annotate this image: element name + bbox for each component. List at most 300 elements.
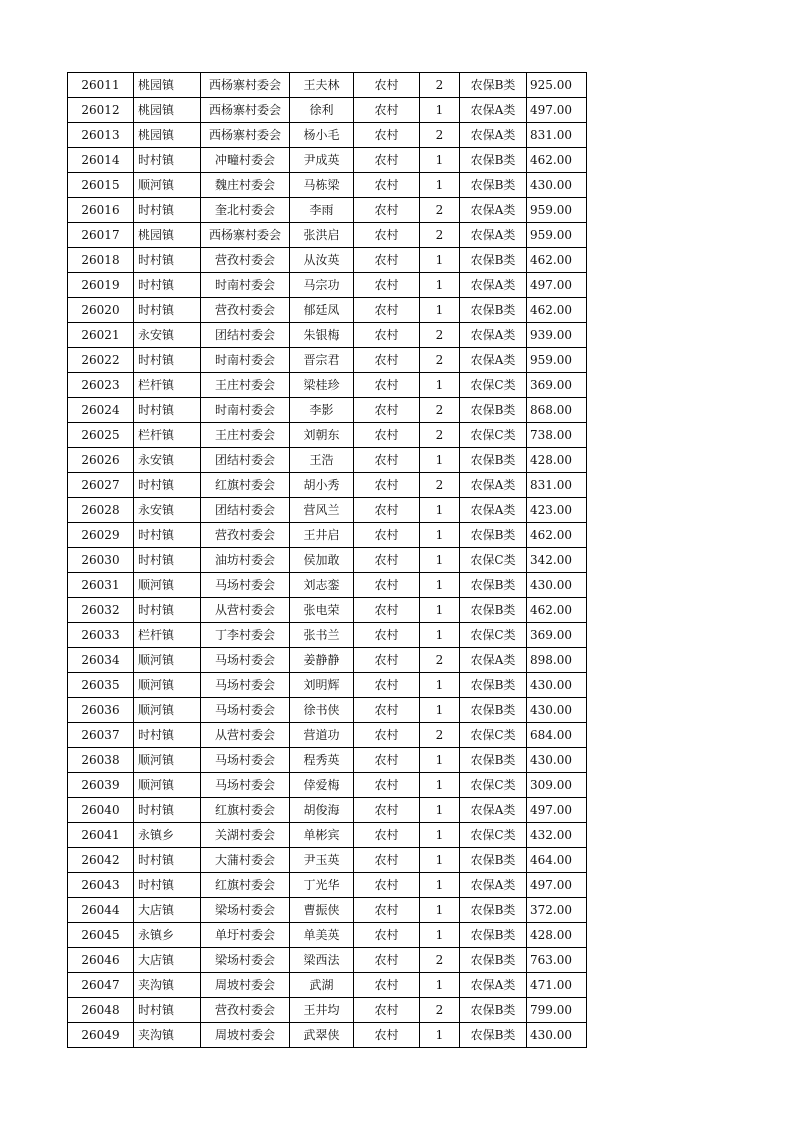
- cell-count: 2: [420, 348, 460, 373]
- cell-town: 桃园镇: [134, 73, 201, 98]
- cell-village: 魏庄村委会: [201, 173, 290, 198]
- cell-count: 1: [420, 823, 460, 848]
- cell-town: 时村镇: [134, 598, 201, 623]
- table-row: [68, 923, 587, 948]
- cell-category: 农保B类: [460, 898, 527, 923]
- cell-id: 26032: [68, 598, 134, 623]
- cell-count: 1: [420, 373, 460, 398]
- cell-count: 1: [420, 598, 460, 623]
- cell-type: 农村: [354, 623, 420, 648]
- cell-category: 农保B类: [460, 448, 527, 473]
- cell-category: 农保B类: [460, 573, 527, 598]
- cell-id: 26011: [68, 73, 134, 98]
- cell-category: 农保A类: [460, 348, 527, 373]
- cell-type: 农村: [354, 373, 420, 398]
- cell-type: 农村: [354, 173, 420, 198]
- cell-type: 农村: [354, 723, 420, 748]
- cell-village: 冲疃村委会: [201, 148, 290, 173]
- cell-id: 26044: [68, 898, 134, 923]
- cell-count: 2: [420, 423, 460, 448]
- cell-count: 1: [420, 148, 460, 173]
- cell-category: 农保A类: [460, 98, 527, 123]
- cell-category: 农保B类: [460, 673, 527, 698]
- cell-category: 农保A类: [460, 198, 527, 223]
- cell-amount: 462.00: [527, 148, 587, 173]
- table-row: [68, 623, 587, 648]
- cell-town: 桃园镇: [134, 123, 201, 148]
- cell-id: 26039: [68, 773, 134, 798]
- table-row: [68, 448, 587, 473]
- cell-village: 红旗村委会: [201, 798, 290, 823]
- cell-type: 农村: [354, 673, 420, 698]
- cell-village: 单圩村委会: [201, 923, 290, 948]
- table-row: [68, 73, 587, 98]
- cell-amount: 369.00: [527, 623, 587, 648]
- cell-village: 红旗村委会: [201, 473, 290, 498]
- cell-village: 马场村委会: [201, 698, 290, 723]
- cell-amount: 423.00: [527, 498, 587, 523]
- cell-category: 农保A类: [460, 123, 527, 148]
- cell-type: 农村: [354, 748, 420, 773]
- cell-amount: 898.00: [527, 648, 587, 673]
- cell-amount: 430.00: [527, 573, 587, 598]
- cell-name: 王井均: [290, 998, 354, 1023]
- cell-type: 农村: [354, 148, 420, 173]
- cell-type: 农村: [354, 123, 420, 148]
- cell-category: 农保A类: [460, 648, 527, 673]
- cell-id: 26049: [68, 1023, 134, 1048]
- cell-name: 单美英: [290, 923, 354, 948]
- cell-village: 从营村委会: [201, 598, 290, 623]
- cell-id: 26014: [68, 148, 134, 173]
- cell-type: 农村: [354, 1023, 420, 1048]
- table-row: [68, 773, 587, 798]
- cell-name: 徐利: [290, 98, 354, 123]
- cell-town: 时村镇: [134, 473, 201, 498]
- cell-town: 时村镇: [134, 248, 201, 273]
- cell-name: 王浩: [290, 448, 354, 473]
- cell-amount: 430.00: [527, 748, 587, 773]
- cell-village: 西杨寨村委会: [201, 123, 290, 148]
- cell-name: 徐书侠: [290, 698, 354, 723]
- cell-amount: 959.00: [527, 223, 587, 248]
- cell-id: 26021: [68, 323, 134, 348]
- cell-amount: 959.00: [527, 348, 587, 373]
- cell-name: 侯加敢: [290, 548, 354, 573]
- table-row: [68, 398, 587, 423]
- cell-category: 农保B类: [460, 248, 527, 273]
- cell-type: 农村: [354, 223, 420, 248]
- cell-count: 1: [420, 98, 460, 123]
- cell-count: 2: [420, 723, 460, 748]
- table-row: [68, 648, 587, 673]
- cell-village: 王庄村委会: [201, 423, 290, 448]
- cell-name: 马栋梁: [290, 173, 354, 198]
- cell-category: 农保B类: [460, 748, 527, 773]
- cell-town: 栏杆镇: [134, 373, 201, 398]
- cell-id: 26043: [68, 873, 134, 898]
- cell-type: 农村: [354, 348, 420, 373]
- cell-count: 1: [420, 898, 460, 923]
- cell-id: 26020: [68, 298, 134, 323]
- cell-id: 26031: [68, 573, 134, 598]
- cell-town: 时村镇: [134, 848, 201, 873]
- cell-amount: 497.00: [527, 798, 587, 823]
- cell-name: 王井启: [290, 523, 354, 548]
- cell-village: 梁场村委会: [201, 948, 290, 973]
- table-row: [68, 548, 587, 573]
- cell-id: 26033: [68, 623, 134, 648]
- cell-amount: 428.00: [527, 923, 587, 948]
- cell-category: 农保A类: [460, 798, 527, 823]
- cell-type: 农村: [354, 873, 420, 898]
- cell-id: 26026: [68, 448, 134, 473]
- cell-type: 农村: [354, 73, 420, 98]
- cell-category: 农保C类: [460, 823, 527, 848]
- cell-town: 顺河镇: [134, 773, 201, 798]
- cell-town: 时村镇: [134, 798, 201, 823]
- cell-id: 26042: [68, 848, 134, 873]
- table-row: [68, 348, 587, 373]
- cell-count: 1: [420, 873, 460, 898]
- cell-id: 26017: [68, 223, 134, 248]
- cell-category: 农保B类: [460, 173, 527, 198]
- cell-name: 晋宗君: [290, 348, 354, 373]
- cell-type: 农村: [354, 423, 420, 448]
- table-row: [68, 798, 587, 823]
- cell-type: 农村: [354, 898, 420, 923]
- cell-id: 26045: [68, 923, 134, 948]
- cell-amount: 959.00: [527, 198, 587, 223]
- cell-amount: 763.00: [527, 948, 587, 973]
- cell-id: 26030: [68, 548, 134, 573]
- cell-id: 26018: [68, 248, 134, 273]
- cell-amount: 868.00: [527, 398, 587, 423]
- cell-id: 26015: [68, 173, 134, 198]
- cell-name: 杨小毛: [290, 123, 354, 148]
- cell-village: 团结村委会: [201, 323, 290, 348]
- cell-count: 2: [420, 398, 460, 423]
- table-row: [68, 748, 587, 773]
- cell-id: 26013: [68, 123, 134, 148]
- cell-village: 马场村委会: [201, 773, 290, 798]
- cell-count: 1: [420, 623, 460, 648]
- cell-category: 农保C类: [460, 623, 527, 648]
- cell-amount: 430.00: [527, 673, 587, 698]
- cell-town: 永安镇: [134, 498, 201, 523]
- cell-count: 2: [420, 948, 460, 973]
- cell-id: 26024: [68, 398, 134, 423]
- cell-category: 农保A类: [460, 273, 527, 298]
- cell-type: 农村: [354, 698, 420, 723]
- cell-type: 农村: [354, 473, 420, 498]
- cell-type: 农村: [354, 598, 420, 623]
- cell-name: 胡俊海: [290, 798, 354, 823]
- cell-amount: 738.00: [527, 423, 587, 448]
- cell-town: 时村镇: [134, 198, 201, 223]
- cell-name: 单彬宾: [290, 823, 354, 848]
- cell-category: 农保B类: [460, 848, 527, 873]
- cell-count: 1: [420, 973, 460, 998]
- table-row: [68, 423, 587, 448]
- cell-village: 马场村委会: [201, 573, 290, 598]
- cell-id: 26029: [68, 523, 134, 548]
- cell-category: 农保B类: [460, 298, 527, 323]
- cell-town: 顺河镇: [134, 573, 201, 598]
- cell-count: 1: [420, 1023, 460, 1048]
- cell-amount: 684.00: [527, 723, 587, 748]
- cell-town: 时村镇: [134, 998, 201, 1023]
- table-row: [68, 248, 587, 273]
- cell-village: 西杨寨村委会: [201, 223, 290, 248]
- cell-type: 农村: [354, 523, 420, 548]
- cell-type: 农村: [354, 923, 420, 948]
- cell-id: 26048: [68, 998, 134, 1023]
- cell-town: 时村镇: [134, 348, 201, 373]
- cell-type: 农村: [354, 98, 420, 123]
- table-row: [68, 998, 587, 1023]
- cell-name: 姜静静: [290, 648, 354, 673]
- cell-town: 大店镇: [134, 948, 201, 973]
- table-row: [68, 848, 587, 873]
- cell-village: 油坊村委会: [201, 548, 290, 573]
- cell-name: 梁桂珍: [290, 373, 354, 398]
- cell-town: 顺河镇: [134, 648, 201, 673]
- cell-town: 栏杆镇: [134, 423, 201, 448]
- cell-name: 郁廷凤: [290, 298, 354, 323]
- cell-id: 26040: [68, 798, 134, 823]
- table-row: [68, 823, 587, 848]
- cell-id: 26016: [68, 198, 134, 223]
- cell-village: 时南村委会: [201, 273, 290, 298]
- table-row: [68, 948, 587, 973]
- cell-category: 农保B类: [460, 698, 527, 723]
- cell-town: 顺河镇: [134, 673, 201, 698]
- cell-id: 26035: [68, 673, 134, 698]
- cell-name: 从汝英: [290, 248, 354, 273]
- table-body: [68, 73, 587, 1048]
- table-row: [68, 573, 587, 598]
- cell-amount: 430.00: [527, 1023, 587, 1048]
- cell-name: 刘朝东: [290, 423, 354, 448]
- cell-town: 顺河镇: [134, 748, 201, 773]
- cell-category: 农保A类: [460, 323, 527, 348]
- cell-type: 农村: [354, 948, 420, 973]
- cell-name: 王夫林: [290, 73, 354, 98]
- cell-amount: 497.00: [527, 873, 587, 898]
- cell-town: 永安镇: [134, 448, 201, 473]
- cell-category: 农保A类: [460, 873, 527, 898]
- cell-amount: 831.00: [527, 123, 587, 148]
- table-row: [68, 598, 587, 623]
- cell-amount: 432.00: [527, 823, 587, 848]
- cell-name: 刘志銮: [290, 573, 354, 598]
- cell-name: 张书兰: [290, 623, 354, 648]
- cell-category: 农保B类: [460, 948, 527, 973]
- cell-amount: 428.00: [527, 448, 587, 473]
- benefit-table: [67, 72, 587, 1048]
- cell-count: 2: [420, 198, 460, 223]
- cell-id: 26012: [68, 98, 134, 123]
- cell-category: 农保B类: [460, 73, 527, 98]
- cell-village: 团结村委会: [201, 498, 290, 523]
- cell-count: 1: [420, 173, 460, 198]
- cell-name: 营道功: [290, 723, 354, 748]
- cell-count: 1: [420, 923, 460, 948]
- cell-village: 时南村委会: [201, 398, 290, 423]
- cell-category: 农保B类: [460, 398, 527, 423]
- cell-type: 农村: [354, 323, 420, 348]
- cell-type: 农村: [354, 198, 420, 223]
- cell-type: 农村: [354, 398, 420, 423]
- cell-village: 从营村委会: [201, 723, 290, 748]
- cell-id: 26023: [68, 373, 134, 398]
- cell-name: 李影: [290, 398, 354, 423]
- cell-name: 朱银梅: [290, 323, 354, 348]
- cell-village: 马场村委会: [201, 648, 290, 673]
- cell-name: 尹成英: [290, 148, 354, 173]
- cell-category: 农保B类: [460, 1023, 527, 1048]
- cell-category: 农保C类: [460, 373, 527, 398]
- cell-village: 西杨寨村委会: [201, 98, 290, 123]
- cell-amount: 471.00: [527, 973, 587, 998]
- cell-category: 农保B类: [460, 148, 527, 173]
- cell-name: 马宗功: [290, 273, 354, 298]
- cell-town: 桃园镇: [134, 98, 201, 123]
- cell-town: 时村镇: [134, 548, 201, 573]
- cell-name: 张电荣: [290, 598, 354, 623]
- cell-amount: 462.00: [527, 248, 587, 273]
- cell-village: 红旗村委会: [201, 873, 290, 898]
- cell-amount: 430.00: [527, 173, 587, 198]
- table-row: [68, 498, 587, 523]
- table-row: [68, 273, 587, 298]
- cell-id: 26028: [68, 498, 134, 523]
- cell-category: 农保C类: [460, 423, 527, 448]
- cell-amount: 497.00: [527, 98, 587, 123]
- cell-name: 梁西法: [290, 948, 354, 973]
- table-row: [68, 723, 587, 748]
- cell-amount: 799.00: [527, 998, 587, 1023]
- table-row: [68, 473, 587, 498]
- cell-amount: 464.00: [527, 848, 587, 873]
- cell-type: 农村: [354, 648, 420, 673]
- cell-village: 马场村委会: [201, 748, 290, 773]
- cell-name: 武湖: [290, 973, 354, 998]
- cell-town: 顺河镇: [134, 173, 201, 198]
- cell-category: 农保C类: [460, 773, 527, 798]
- cell-count: 1: [420, 548, 460, 573]
- cell-count: 2: [420, 648, 460, 673]
- cell-id: 26037: [68, 723, 134, 748]
- cell-town: 桃园镇: [134, 223, 201, 248]
- cell-village: 时南村委会: [201, 348, 290, 373]
- cell-type: 农村: [354, 823, 420, 848]
- cell-id: 26046: [68, 948, 134, 973]
- cell-town: 时村镇: [134, 398, 201, 423]
- cell-id: 26027: [68, 473, 134, 498]
- cell-count: 1: [420, 798, 460, 823]
- cell-name: 倖爱梅: [290, 773, 354, 798]
- table-row: [68, 223, 587, 248]
- cell-count: 1: [420, 498, 460, 523]
- table-row: [68, 323, 587, 348]
- cell-town: 永镇乡: [134, 923, 201, 948]
- cell-count: 1: [420, 298, 460, 323]
- cell-village: 奎北村委会: [201, 198, 290, 223]
- table-row: [68, 123, 587, 148]
- cell-name: 刘明辉: [290, 673, 354, 698]
- cell-town: 时村镇: [134, 523, 201, 548]
- cell-count: 1: [420, 273, 460, 298]
- cell-count: 1: [420, 748, 460, 773]
- cell-town: 夹沟镇: [134, 1023, 201, 1048]
- table-row: [68, 173, 587, 198]
- cell-town: 时村镇: [134, 873, 201, 898]
- cell-village: 马场村委会: [201, 673, 290, 698]
- cell-name: 尹玉英: [290, 848, 354, 873]
- cell-type: 农村: [354, 248, 420, 273]
- cell-amount: 462.00: [527, 598, 587, 623]
- cell-count: 2: [420, 473, 460, 498]
- cell-town: 大店镇: [134, 898, 201, 923]
- cell-count: 2: [420, 223, 460, 248]
- cell-amount: 462.00: [527, 523, 587, 548]
- cell-count: 1: [420, 523, 460, 548]
- cell-id: 26047: [68, 973, 134, 998]
- cell-town: 永镇乡: [134, 823, 201, 848]
- cell-amount: 430.00: [527, 698, 587, 723]
- cell-id: 26036: [68, 698, 134, 723]
- cell-category: 农保A类: [460, 498, 527, 523]
- cell-village: 营孜村委会: [201, 248, 290, 273]
- cell-village: 梁场村委会: [201, 898, 290, 923]
- cell-type: 农村: [354, 973, 420, 998]
- cell-village: 王庄村委会: [201, 373, 290, 398]
- cell-name: 武翠侠: [290, 1023, 354, 1048]
- cell-category: 农保B类: [460, 523, 527, 548]
- cell-village: 大蒲村委会: [201, 848, 290, 873]
- cell-id: 26019: [68, 273, 134, 298]
- cell-count: 2: [420, 73, 460, 98]
- cell-category: 农保B类: [460, 998, 527, 1023]
- cell-category: 农保B类: [460, 923, 527, 948]
- cell-count: 1: [420, 573, 460, 598]
- cell-category: 农保A类: [460, 473, 527, 498]
- cell-category: 农保B类: [460, 598, 527, 623]
- cell-village: 营孜村委会: [201, 998, 290, 1023]
- cell-name: 程秀英: [290, 748, 354, 773]
- cell-id: 26022: [68, 348, 134, 373]
- cell-id: 26038: [68, 748, 134, 773]
- table-row: [68, 673, 587, 698]
- cell-count: 1: [420, 698, 460, 723]
- cell-village: 西杨寨村委会: [201, 73, 290, 98]
- table-row: [68, 523, 587, 548]
- cell-name: 营风兰: [290, 498, 354, 523]
- cell-category: 农保A类: [460, 223, 527, 248]
- cell-name: 李雨: [290, 198, 354, 223]
- cell-type: 农村: [354, 448, 420, 473]
- cell-type: 农村: [354, 548, 420, 573]
- cell-type: 农村: [354, 998, 420, 1023]
- cell-type: 农村: [354, 773, 420, 798]
- table-row: [68, 98, 587, 123]
- cell-amount: 939.00: [527, 323, 587, 348]
- cell-type: 农村: [354, 573, 420, 598]
- cell-amount: 309.00: [527, 773, 587, 798]
- cell-amount: 462.00: [527, 298, 587, 323]
